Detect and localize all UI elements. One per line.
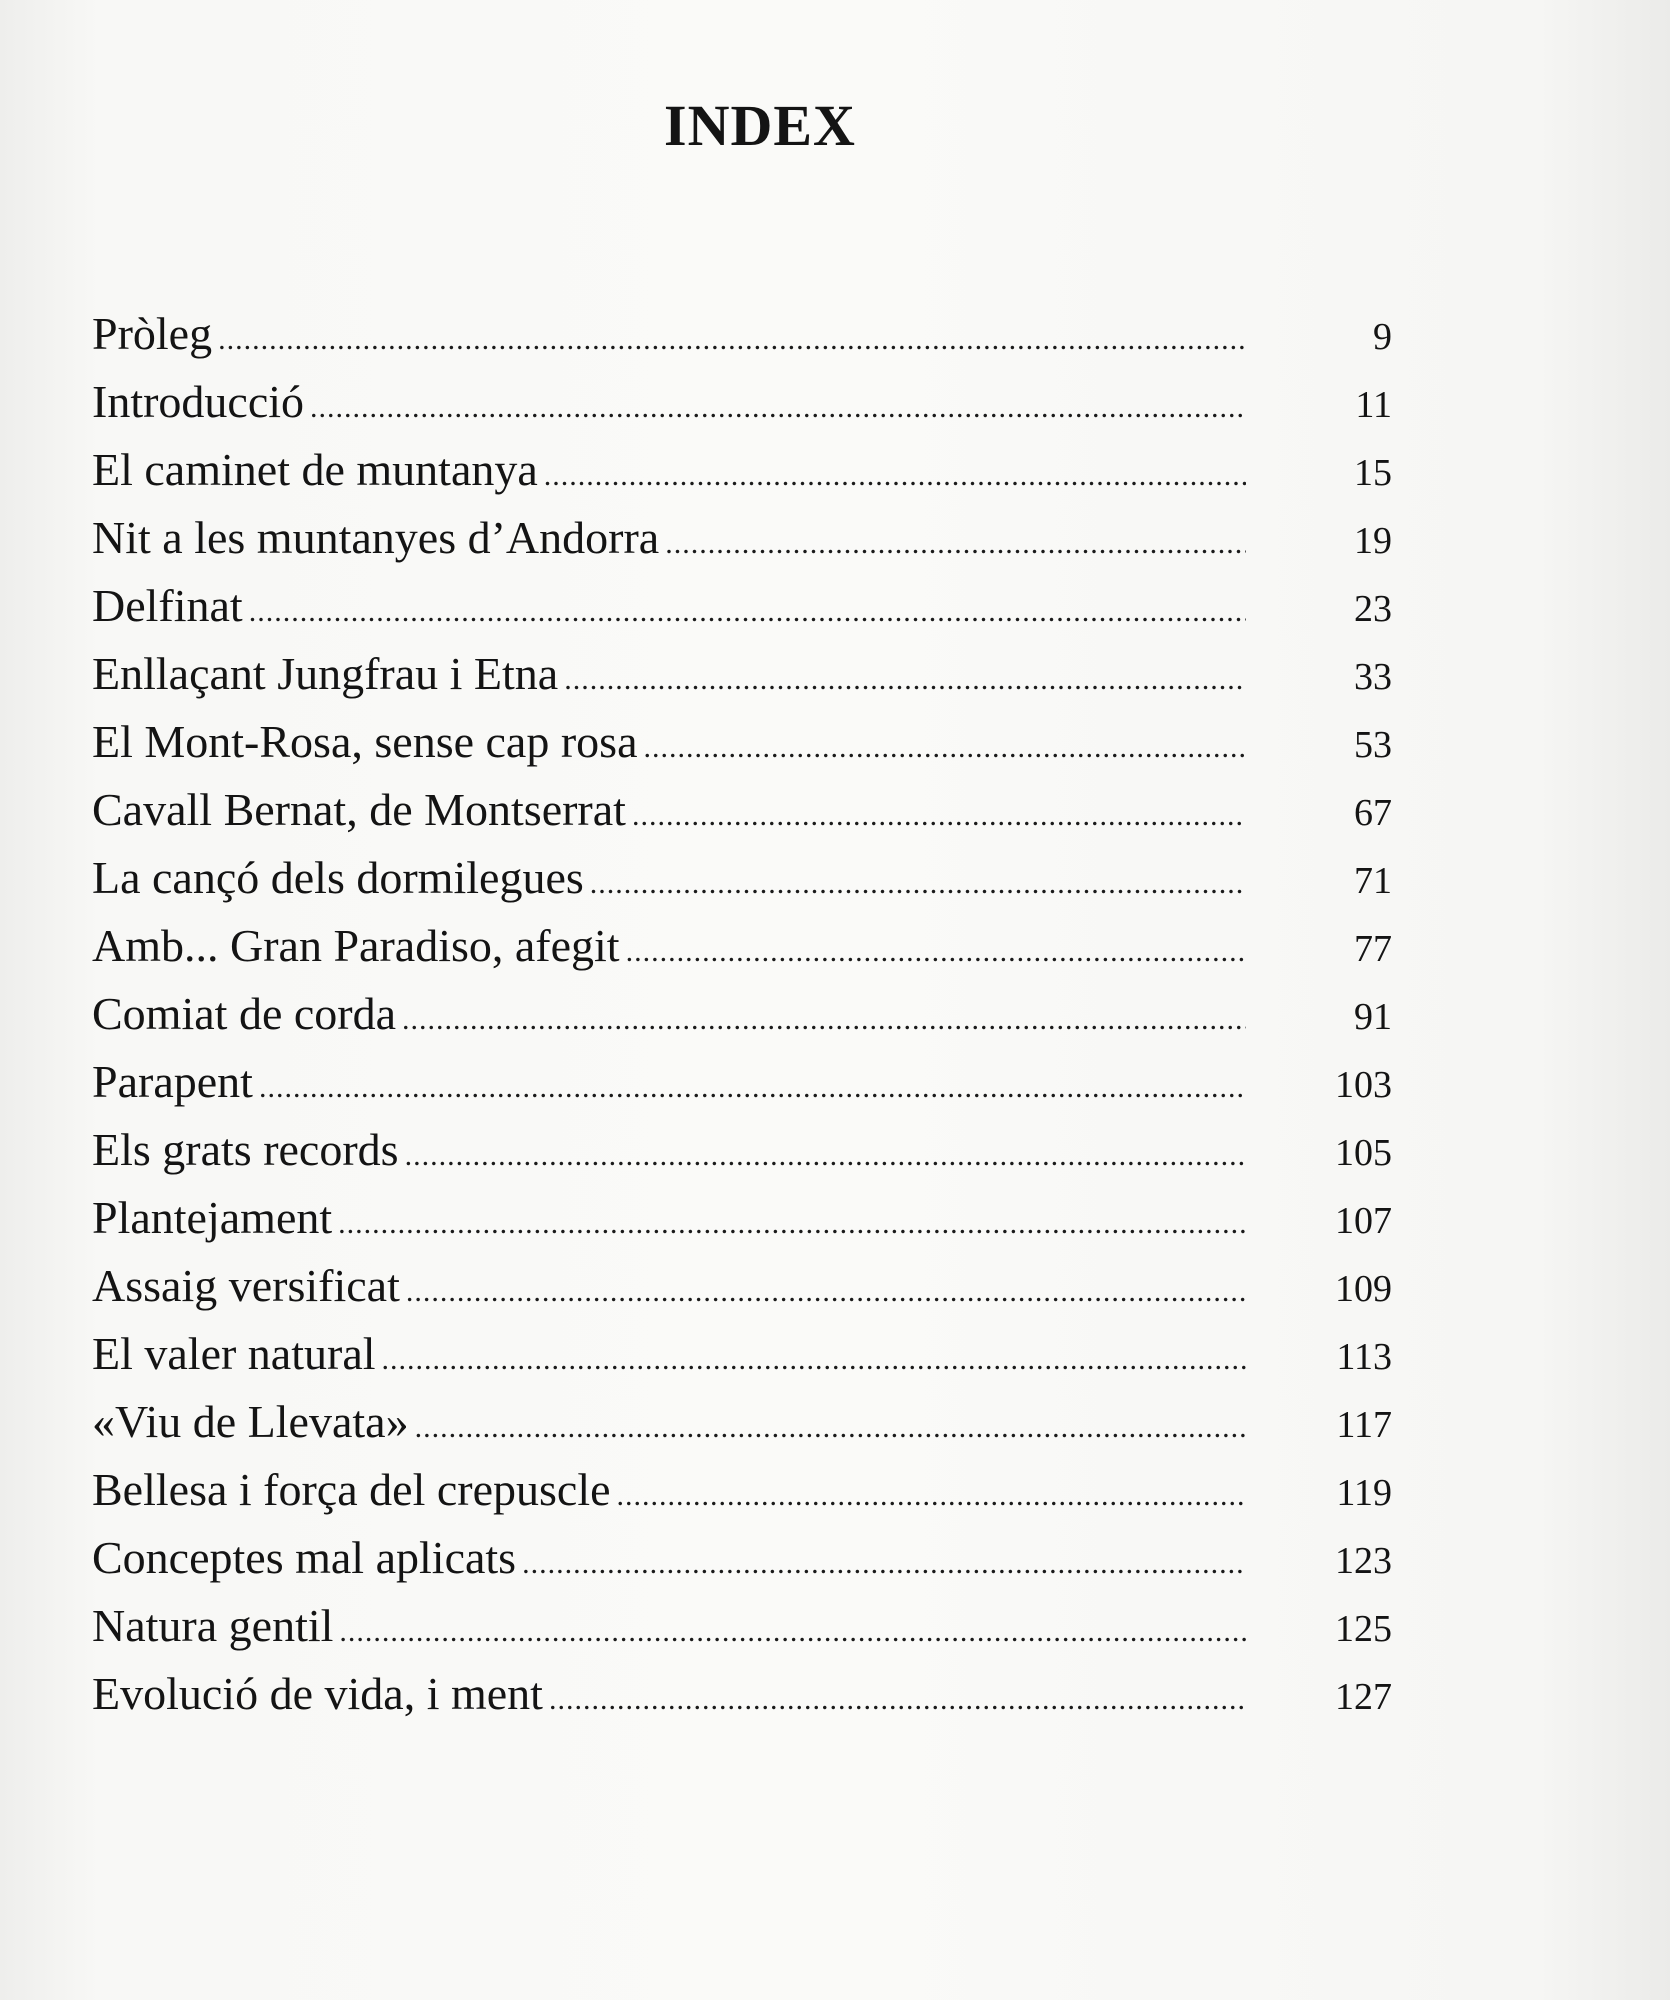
toc-entry-page: 67: [1354, 792, 1392, 834]
dot-leader: [665, 510, 1246, 578]
toc-entry-page: 105: [1335, 1132, 1392, 1174]
toc-entry-page: 91: [1354, 996, 1392, 1038]
dot-leader: [402, 986, 1246, 1054]
dot-leader: [644, 714, 1247, 782]
toc-entry: [92, 844, 1392, 912]
toc-entry-page: 71: [1354, 860, 1392, 902]
toc-entry: [92, 1116, 1392, 1184]
dot-leader: [249, 578, 1246, 646]
toc-entry-title: El valer natural: [92, 1328, 376, 1379]
toc-entry-page: 107: [1335, 1200, 1392, 1242]
toc-entry-title: Bellesa i força del crepuscle: [92, 1464, 611, 1515]
toc-entry-title: Cavall Bernat, de Montserrat: [92, 784, 626, 835]
dot-leader: [617, 1462, 1246, 1530]
toc-entry: [92, 980, 1392, 1048]
toc-entry-page: 103: [1335, 1064, 1392, 1106]
dot-leader: [405, 1122, 1246, 1190]
toc-entry: [92, 1660, 1392, 1728]
toc-entry: [92, 912, 1392, 980]
toc-entry-title: El caminet de muntanya: [92, 444, 538, 495]
toc-entry-page: 109: [1335, 1268, 1392, 1310]
toc-entry: [92, 368, 1392, 436]
toc-entry: [92, 1524, 1392, 1592]
dot-leader: [218, 306, 1246, 374]
toc-entry-page: 117: [1336, 1404, 1392, 1446]
toc-entry: [92, 1592, 1392, 1660]
dot-leader: [590, 850, 1246, 918]
toc-entry: [92, 300, 1392, 368]
toc-entry: [92, 504, 1392, 572]
toc-entry-page: 113: [1336, 1336, 1392, 1378]
dot-leader: [564, 646, 1246, 714]
dot-leader: [382, 1326, 1246, 1394]
toc-entry-title: Comiat de corda: [92, 988, 397, 1039]
table-of-contents: [92, 300, 1392, 1728]
toc-entry-title: La cançó dels dormilegues: [92, 852, 584, 903]
toc-entry-page: 77: [1354, 928, 1392, 970]
toc-entry-page: 19: [1354, 520, 1392, 562]
dot-leader: [544, 442, 1246, 510]
toc-entry-title: Amb... Gran Paradiso, afegit: [92, 920, 620, 971]
dot-leader: [626, 918, 1246, 986]
toc-entry-page: 53: [1354, 724, 1392, 766]
dot-leader: [259, 1054, 1246, 1122]
toc-entry-page: 23: [1354, 588, 1392, 630]
toc-entry-page: 127: [1335, 1676, 1392, 1718]
toc-entry-title: Pròleg: [92, 308, 213, 359]
toc-entry-title: Parapent: [92, 1056, 253, 1107]
toc-entry-page: 11: [1355, 384, 1392, 426]
toc-entry: [92, 572, 1392, 640]
toc-entry-title: «Viu de Llevata»: [92, 1396, 409, 1447]
toc-entry: [92, 1388, 1392, 1456]
dot-leader: [632, 782, 1246, 850]
toc-entry-title: Delfinat: [92, 580, 243, 631]
dot-leader: [406, 1258, 1246, 1326]
toc-entry-page: 15: [1354, 452, 1392, 494]
toc-entry: [92, 1252, 1392, 1320]
toc-entry-title: Enllaçant Jungfrau i Etna: [92, 648, 559, 699]
toc-entry: [92, 1048, 1392, 1116]
dot-leader: [549, 1666, 1246, 1734]
toc-entry: [92, 1456, 1392, 1524]
toc-entry-page: 33: [1354, 656, 1392, 698]
toc-entry: [92, 1184, 1392, 1252]
toc-entry-page: 9: [1373, 316, 1392, 358]
toc-entry: [92, 640, 1392, 708]
toc-entry-title: Introducció: [92, 376, 305, 427]
toc-entry-title: Conceptes mal aplicats: [92, 1532, 517, 1583]
toc-entry: [92, 1320, 1392, 1388]
dot-leader: [338, 1190, 1246, 1258]
toc-entry-title: Plantejament: [92, 1192, 333, 1243]
dot-leader: [339, 1598, 1246, 1666]
toc-entry-title: Assaig versificat: [92, 1260, 400, 1311]
toc-entry-page: 125: [1335, 1608, 1392, 1650]
toc-entry-title: El Mont-Rosa, sense cap rosa: [92, 716, 638, 767]
toc-entry: [92, 436, 1392, 504]
toc-entry-title: Natura gentil: [92, 1600, 334, 1651]
dot-leader: [415, 1394, 1246, 1462]
page-title: INDEX: [664, 93, 856, 158]
toc-entry-title: Nit a les muntanyes d’Andorra: [92, 512, 660, 563]
toc-entry-page: 119: [1336, 1472, 1392, 1514]
toc-entry-title: Evolució de vida, i ment: [92, 1668, 543, 1719]
toc-entry-page: 123: [1335, 1540, 1392, 1582]
toc-entry-title: Els grats records: [92, 1124, 399, 1175]
toc-entry: [92, 708, 1392, 776]
dot-leader: [310, 374, 1246, 442]
dot-leader: [522, 1530, 1246, 1598]
toc-entry: [92, 776, 1392, 844]
